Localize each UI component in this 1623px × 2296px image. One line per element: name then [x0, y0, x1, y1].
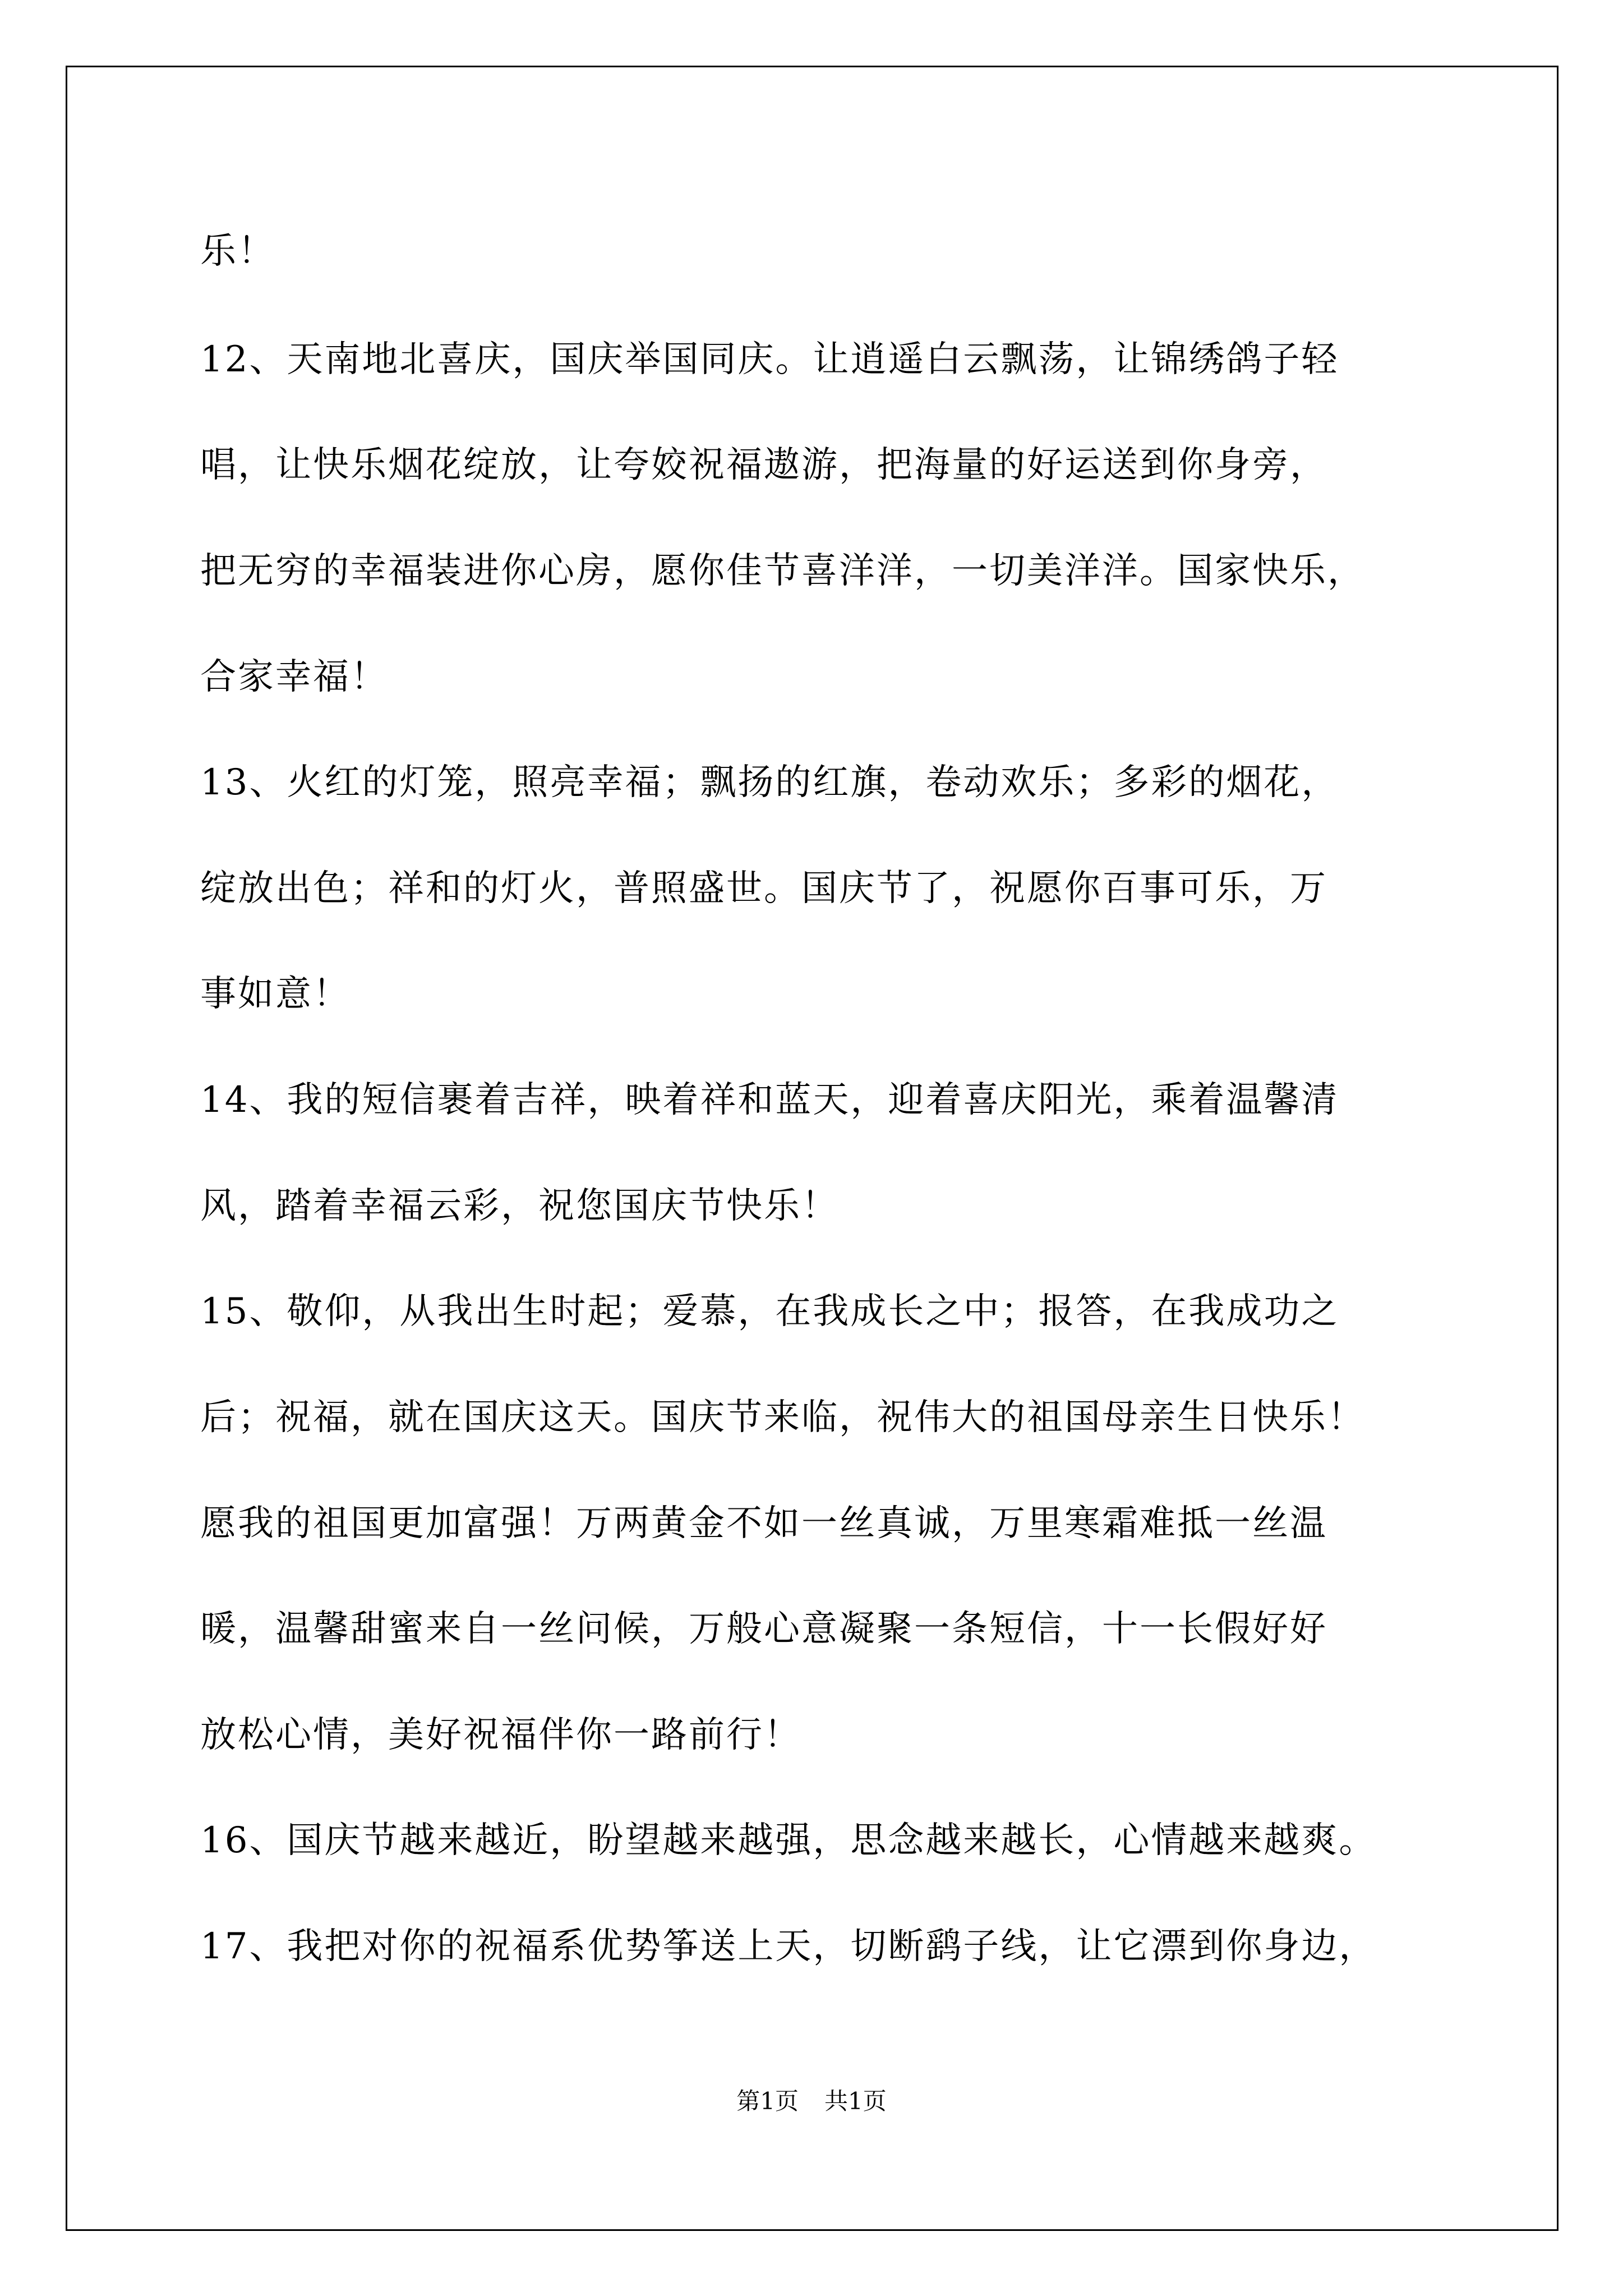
- page-number: 第1页: [736, 2087, 799, 2115]
- text-line-4: 把无穷的幸福装进你心房，愿你佳节喜洋洋，一切美洋洋。国家快乐，: [200, 550, 1365, 592]
- text-line-3: 唱，让快乐烟花绽放，让夸姣祝福遨游，把海量的好运送到你身旁，: [200, 444, 1327, 486]
- text-line-2: 12、天南地北喜庆，国庆举国同庆。让逍遥白云飘荡，让锦绣鸽子轻: [200, 339, 1339, 380]
- text-line-8: 事如意！: [200, 973, 351, 1015]
- text-line-17: 17、我把对你的祝福系优势筝送上天，切断鹞子线，让它漂到你身边，: [200, 1926, 1377, 1967]
- text-line-11: 15、敬仰，从我出生时起；爱慕，在我成长之中；报答，在我成功之: [200, 1291, 1339, 1332]
- page-footer: [0, 2086, 1623, 2117]
- text-line-1: 乐！: [200, 231, 275, 272]
- text-line-16: 16、国庆节越来越近，盼望越来越强，思念越来越长，心情越来越爽。: [200, 1820, 1377, 1861]
- text-line-13: 愿我的祖国更加富强！万两黄金不如一丝真诚，万里寒霜难抵一丝温: [200, 1503, 1327, 1544]
- text-line-12: 后；祝福，就在国庆这天。国庆节来临，祝伟大的祖国母亲生日快乐！: [200, 1397, 1365, 1438]
- page-border: [66, 66, 1559, 2231]
- text-line-10: 风，踏着幸福云彩，祝您国庆节快乐！: [200, 1185, 839, 1227]
- text-line-7: 绽放出色；祥和的灯火，普照盛世。国庆节了，祝愿你百事可乐，万: [200, 868, 1327, 909]
- text-line-15: 放松心情，美好祝福伴你一路前行！: [200, 1714, 801, 1756]
- page-total: 共1页: [824, 2087, 887, 2115]
- text-line-6: 13、火红的灯笼，照亮幸福；飘扬的红旗，卷动欢乐；多彩的烟花，: [200, 762, 1339, 803]
- text-line-9: 14、我的短信裹着吉祥，映着祥和蓝天，迎着喜庆阳光，乘着温馨清: [200, 1079, 1339, 1121]
- text-line-5: 合家幸福！: [200, 656, 388, 698]
- text-line-14: 暖，温馨甜蜜来自一丝问候，万般心意凝聚一条短信，十一长假好好: [200, 1608, 1327, 1650]
